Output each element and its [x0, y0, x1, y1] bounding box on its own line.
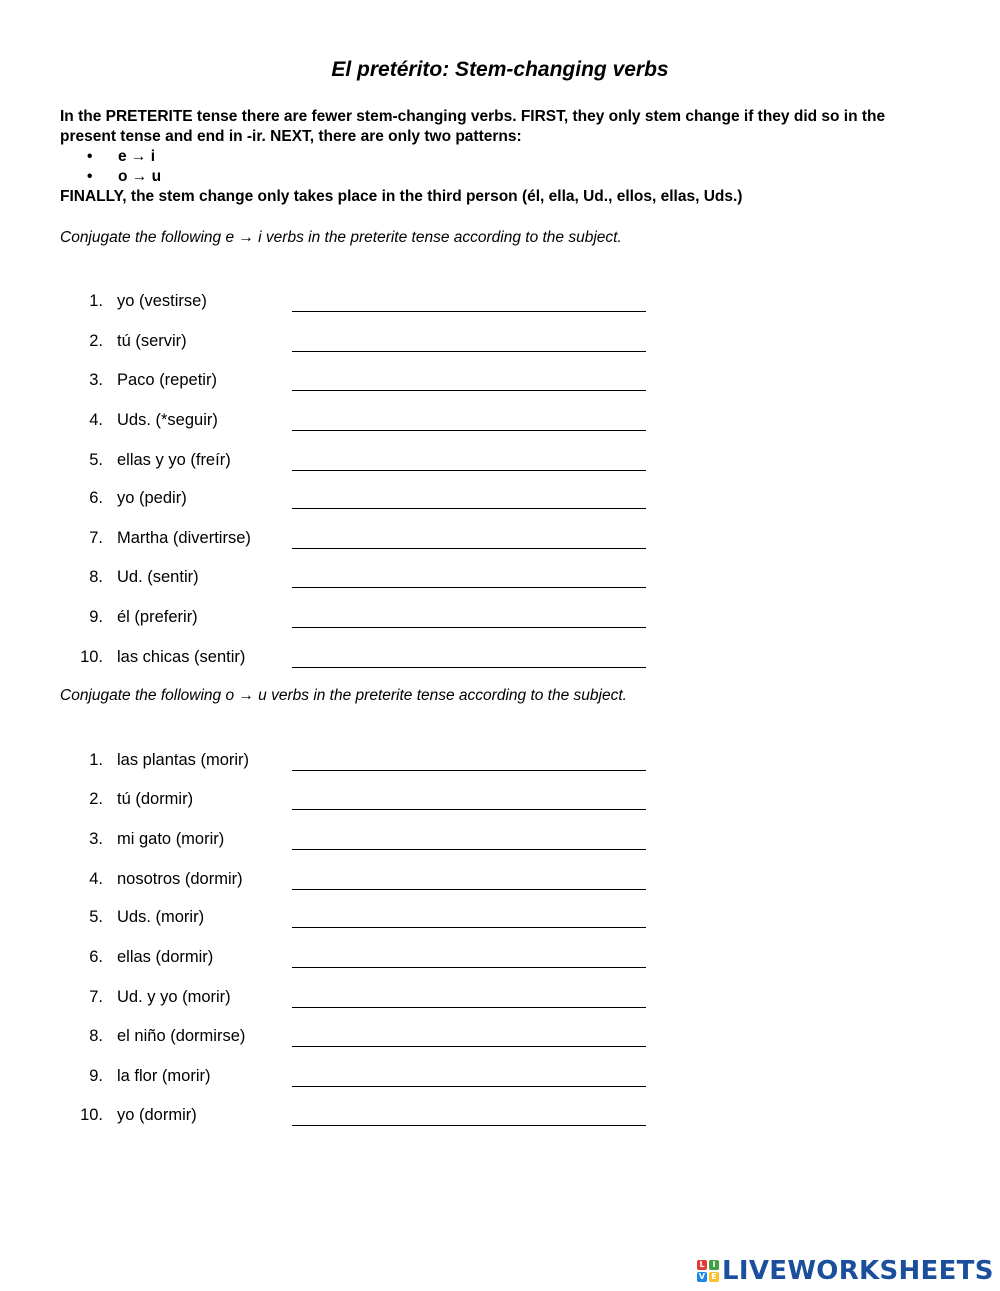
logo-mark-cell: L [697, 1260, 707, 1270]
item-prompt: la flor (morir) [117, 1067, 211, 1085]
item-number: 3. [89, 371, 103, 389]
answer-blank[interactable] [292, 849, 646, 850]
pattern-label: e → i [118, 148, 156, 165]
answer-blank[interactable] [292, 1007, 646, 1008]
item-prompt: Paco (repetir) [117, 371, 217, 389]
pattern-list [60, 147, 940, 187]
item-number: 6. [89, 489, 103, 507]
exercise-item [0, 908, 700, 930]
item-number: 3. [89, 830, 103, 848]
answer-blank[interactable] [292, 390, 646, 391]
item-number: 1. [89, 751, 103, 769]
item-prompt: él (preferir) [117, 608, 198, 626]
item-prompt: ellas (dormir) [117, 948, 214, 966]
exercise-item [0, 948, 700, 970]
answer-blank[interactable] [292, 351, 646, 352]
exercise-item [0, 648, 700, 670]
item-prompt: el niño (dormirse) [117, 1027, 246, 1045]
item-prompt: tú (servir) [117, 332, 187, 350]
item-number: 7. [89, 529, 103, 547]
exercise-item [0, 608, 700, 630]
item-number: 8. [89, 568, 103, 586]
answer-blank[interactable] [292, 1086, 646, 1087]
exercise-item [0, 411, 700, 433]
intro-line: In the PRETERITE tense there are fewer stem-changing verbs. FIRST, they only stem change if they did so in the present tense and end in -ir. NEXT, there are only two patterns: [60, 108, 886, 145]
answer-blank[interactable] [292, 587, 646, 588]
pattern-item [60, 147, 940, 167]
item-number: 9. [89, 608, 103, 626]
exercise-item [0, 529, 700, 551]
item-number: 1. [89, 292, 103, 310]
item-prompt: las plantas (morir) [117, 751, 250, 769]
worksheet-title: El pretérito: Stem-changing verbs [331, 58, 669, 81]
intro-finally: FINALLY, the stem change only takes place in the third person (él, ella, Ud., ellos, ellas, Uds.) [60, 188, 743, 205]
answer-blank[interactable] [292, 430, 646, 431]
exercise-item [0, 451, 700, 473]
item-number: 2. [89, 790, 103, 808]
answer-blank[interactable] [292, 1125, 646, 1126]
item-prompt: ellas y yo (freír) [117, 451, 231, 469]
item-number: 2. [89, 332, 103, 350]
exercise-item [0, 988, 700, 1010]
item-number: 10. [80, 648, 103, 666]
item-prompt: Ud. y yo (morir) [117, 988, 231, 1006]
answer-blank[interactable] [292, 667, 646, 668]
item-number: 9. [89, 1067, 103, 1085]
answer-blank[interactable] [292, 927, 646, 928]
answer-blank[interactable] [292, 311, 646, 312]
item-number: 5. [89, 908, 103, 926]
item-prompt: Uds. (*seguir) [117, 411, 218, 429]
logo-text: LIVEWORKSHEETS [722, 1256, 994, 1286]
item-number: 4. [89, 411, 103, 429]
section-e-i-instruction: Conjugate the following e → i verbs in the preterite tense according to the subject. [60, 229, 622, 246]
item-prompt: yo (vestirse) [117, 292, 207, 310]
intro-text [60, 107, 940, 207]
item-prompt: Ud. (sentir) [117, 568, 199, 586]
exercise-item [0, 870, 700, 892]
item-number: 8. [89, 1027, 103, 1045]
item-number: 10. [80, 1106, 103, 1124]
exercise-item [0, 1067, 700, 1089]
item-prompt: nosotros (dormir) [117, 870, 243, 888]
pattern-item [60, 167, 940, 187]
item-number: 5. [89, 451, 103, 469]
answer-blank[interactable] [292, 809, 646, 810]
answer-blank[interactable] [292, 470, 646, 471]
item-prompt: tú (dormir) [117, 790, 194, 808]
section-o-u-instruction: Conjugate the following o → u verbs in the preterite tense according to the subject. [60, 687, 627, 704]
answer-blank[interactable] [292, 1046, 646, 1047]
answer-blank[interactable] [292, 548, 646, 549]
answer-blank[interactable] [292, 770, 646, 771]
exercise-item [0, 751, 700, 773]
logo-mark-cell: V [698, 1272, 706, 1281]
item-prompt: mi gato (morir) [117, 830, 225, 848]
bullet-icon: • [87, 168, 93, 185]
exercise-item [0, 292, 700, 314]
item-prompt: yo (dormir) [117, 1106, 197, 1124]
answer-blank[interactable] [292, 967, 646, 968]
exercise-item [0, 332, 700, 354]
exercise-item [0, 489, 700, 511]
exercise-item [0, 568, 700, 590]
answer-blank[interactable] [292, 508, 646, 509]
item-prompt: Martha (divertirse) [117, 529, 251, 547]
item-prompt: las chicas (sentir) [117, 648, 246, 666]
pattern-label: o → u [118, 168, 162, 185]
item-number: 6. [89, 948, 103, 966]
item-prompt: yo (pedir) [117, 489, 187, 507]
exercise-item [0, 1106, 700, 1128]
logo-mark-cell: I [709, 1260, 719, 1270]
answer-blank[interactable] [292, 627, 646, 628]
bullet-icon: • [87, 148, 93, 165]
exercise-item [0, 830, 700, 852]
item-number: 4. [89, 870, 103, 888]
logo-mark-cell: E [709, 1272, 719, 1282]
exercise-item [0, 1027, 700, 1049]
item-number: 7. [89, 988, 103, 1006]
liveworksheets-logo [697, 1256, 994, 1286]
logo-mark-icon [697, 1260, 719, 1282]
exercise-item [0, 790, 700, 812]
exercise-item [0, 371, 700, 393]
item-prompt: Uds. (morir) [117, 908, 205, 926]
answer-blank[interactable] [292, 889, 646, 890]
